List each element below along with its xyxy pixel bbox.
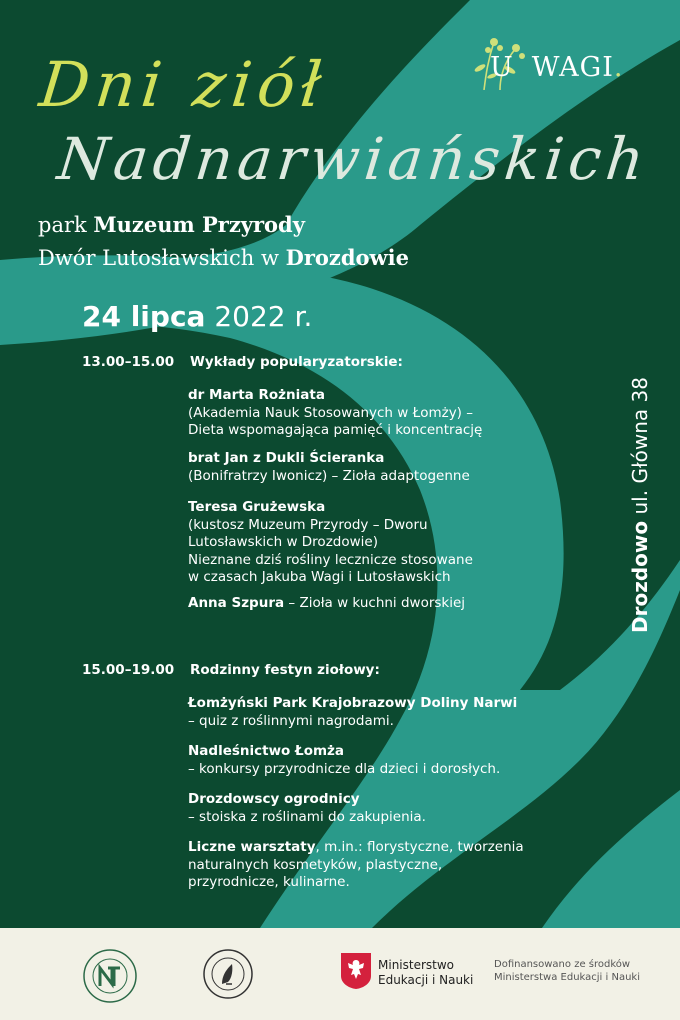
venue-line-2: Dwór Lutosławskich w Drozdowie bbox=[38, 245, 409, 270]
event-date: 24 lipca 2022 r. bbox=[82, 300, 313, 333]
time-slot-2: 15.00–19.00 bbox=[82, 662, 175, 678]
polish-eagle-emblem-icon bbox=[340, 952, 372, 990]
section-heading-festival: Rodzinny festyn ziołowy: bbox=[190, 662, 380, 678]
section-heading-lectures: Wykłady popularyzatorskie: bbox=[190, 354, 403, 370]
society-seal-icon bbox=[82, 948, 138, 1004]
time-slot-1: 13.00–15.00 bbox=[82, 354, 175, 370]
museum-seal-icon bbox=[202, 948, 254, 1000]
lecture-entry: dr Marta Rożniata (Akademia Nauk Stosowanych w Łomży) – Dieta wspomagająca pamięć i koncentrację bbox=[188, 387, 483, 438]
festival-entry: Liczne warsztaty, m.in.: florystyczne, tworzenia naturalnych kosmetyków, plastyczne, przyrodnicze, kulinarne. bbox=[188, 839, 524, 890]
side-address: Drozdowo ul. Główna 38 bbox=[628, 377, 652, 633]
festival-entry: Łomżyński Park Krajobrazowy Doliny Narwi – quiz z roślinnymi nagrodami. bbox=[188, 695, 518, 729]
lecture-entry: Teresa Grużewska (kustosz Muzeum Przyrody – Dworu Lutosławskich w Drozdowie) Nieznane dziś rośliny lecznicze stosowane w czasach Jakuba Wagi i Lutosławskich bbox=[188, 499, 473, 585]
lecture-entry: Anna Szpura – Zioła w kuchni dworskiej bbox=[188, 595, 466, 611]
title-line-1: Dni ziół bbox=[36, 48, 331, 121]
uwagi-logo bbox=[470, 34, 660, 90]
lecture-entry: brat Jan z Dukli Ścieranka (Bonifratrzy Iwonicz) – Zioła adaptogenne bbox=[188, 450, 470, 484]
venue-line-1: park Muzeum Przyrody bbox=[38, 212, 305, 237]
festival-entry: Drozdowscy ogrodnicy – stoiska z roślinami do zakupienia. bbox=[188, 791, 426, 825]
title-line-2: Nadnarwiańskich bbox=[54, 125, 653, 193]
funding-note: Dofinansowano ze środków Ministerstwa Edukacji i Nauki bbox=[494, 959, 640, 983]
uwagi-logo-text: U WAGI. bbox=[490, 52, 624, 83]
sponsor-footer bbox=[0, 928, 680, 1020]
ministry-name: Ministerstwo Edukacji i Nauki bbox=[378, 958, 474, 987]
festival-entry: Nadleśnictwo Łomża – konkursy przyrodnicze dla dzieci i dorosłych. bbox=[188, 743, 501, 777]
